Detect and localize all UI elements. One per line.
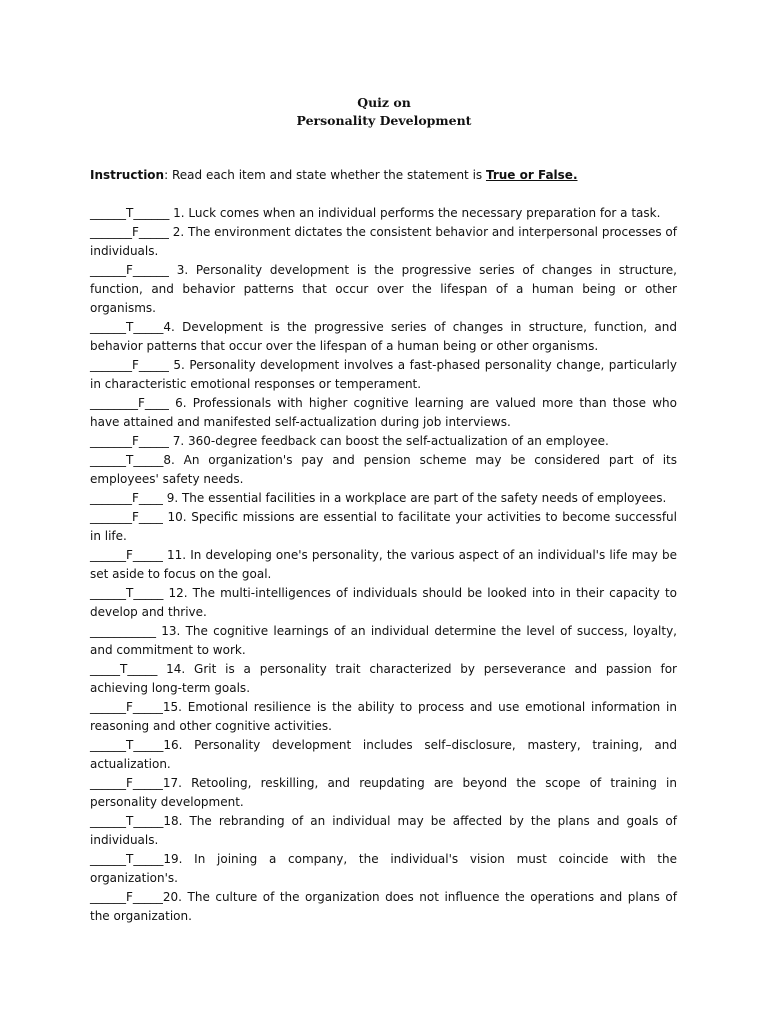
quiz-item-19: ______T_____19. In joining a company, the individual's vision must coincide with the organization's. <box>90 852 677 885</box>
quiz-item-13: ___________ 13. The cognitive learnings of an individual determine the level of success, loyalty, and commitment to work. <box>90 624 677 657</box>
title-line-2: Personality Development <box>296 113 472 128</box>
instruction-colon: : <box>164 168 169 182</box>
instruction-true-or-false: True or False. <box>485 168 578 182</box>
quiz-items <box>90 204 677 926</box>
instruction-text: Read each item and state whether the statement is <box>168 168 486 182</box>
quiz-item-14: _____T_____ 14. Grit is a personality trait characterized by perseverance and passion for achieving long-term goals. <box>90 662 677 695</box>
quiz-item-18: ______T_____18. The rebranding of an individual may be affected by the plans and goals of individuals. <box>90 814 677 847</box>
quiz-item-20: ______F_____20. The culture of the organization does not influence the operations and plans of the organization. <box>90 890 677 923</box>
quiz-item-5: _______F_____ 5. Personality development involves a fast-phased personality change, particularly in characteristic emotional responses or temperament. <box>90 358 677 391</box>
quiz-item-11: ______F_____ 11. In developing one's personality, the various aspect of an individual's life may be set aside to focus on the goal. <box>90 548 677 581</box>
quiz-item-12: ______T_____ 12. The multi-intelligences of individuals should be looked into in their capacity to develop and thrive. <box>90 586 677 619</box>
instruction-label: Instruction <box>90 168 165 182</box>
quiz-item-9: _______F____ 9. The essential facilities in a workplace are part of the safety needs of employees. <box>90 491 667 505</box>
quiz-item-6: ________F____ 6. Professionals with higher cognitive learning are valued more than those who have attained and manifested self-actualization during job interviews. <box>90 396 677 429</box>
quiz-item-4: ______T_____4. Development is the progressive series of changes in structure, function, and behavior patterns that occur over the lifespan of a human being or other organisms. <box>90 320 677 353</box>
quiz-item-17: ______F_____17. Retooling, reskilling, and reupdating are beyond the scope of training in personality development. <box>90 776 677 809</box>
quiz-item-10: _______F____ 10. Specific missions are essential to facilitate your activities to become successful in life. <box>90 510 677 543</box>
title-line-1: Quiz on <box>357 95 411 110</box>
quiz-item-2: _______F_____ 2. The environment dictates the consistent behavior and interpersonal processes of individuals. <box>90 225 677 258</box>
quiz-item-15: ______F_____15. Emotional resilience is the ability to process and use emotional information in reasoning and other cognitive activities. <box>90 700 677 733</box>
quiz-item-8: ______T_____8. An organization's pay and pension scheme may be considered part of its employees' safety needs. <box>90 453 677 486</box>
quiz-item-7: _______F_____ 7. 360-degree feedback can boost the self-actualization of an employee. <box>90 434 609 448</box>
quiz-item-3: ______F______ 3. Personality development is the progressive series of changes in structure, function, and behavior patterns that occur over the lifespan of a human being or other organisms. <box>90 263 677 315</box>
instruction <box>90 166 680 184</box>
quiz-item-16: ______T_____16. Personality development includes self–disclosure, mastery, training, and actualization. <box>90 738 677 771</box>
quiz-item-1: ______T______ 1. Luck comes when an individual performs the necessary preparation for a task. <box>90 206 661 220</box>
